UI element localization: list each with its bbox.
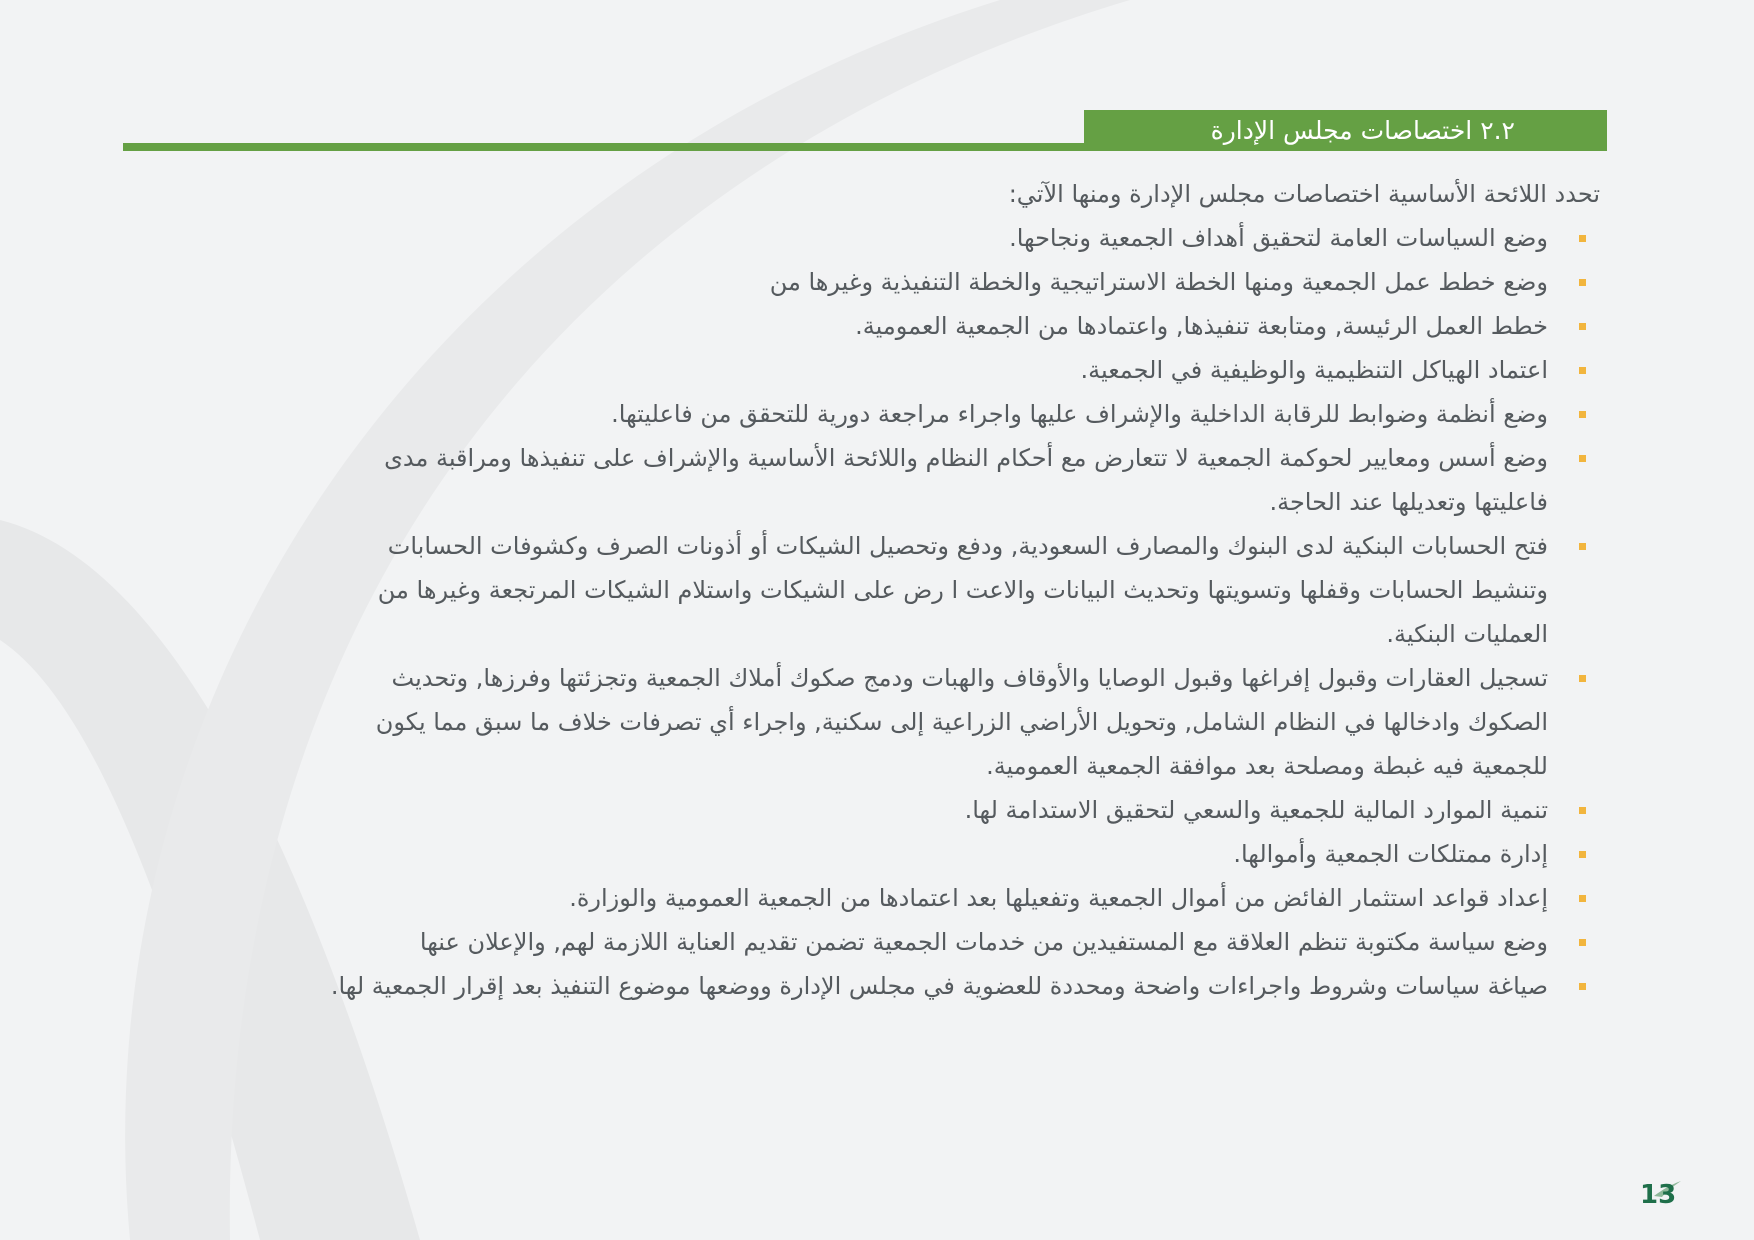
- list-item-text: وضع خطط عمل الجمعية ومنها الخطة الاستراتيجية والخطة التنفيذية وغيرها من: [769, 268, 1548, 296]
- responsibilities-list: [94, 216, 1604, 1008]
- list-item: [94, 920, 1604, 964]
- list-item: [94, 832, 1604, 876]
- list-item-text: وضع أنظمة وضوابط للرقابة الداخلية والإشراف عليها واجراء مراجعة دورية للتحقق من فاعليتها.: [611, 400, 1548, 428]
- list-item-text: إدارة ممتلكات الجمعية وأموالها.: [1233, 840, 1548, 868]
- section-heading: ٢.٢ اختصاصات مجلس الإدارة: [1084, 110, 1607, 151]
- page-number: 13: [1640, 1180, 1677, 1210]
- list-item-text: وضع سياسة مكتوبة تنظم العلاقة مع المستفيدين من خدمات الجمعية تضمن تقديم العناية اللازمة لهم, والإعلان عنها: [419, 928, 1548, 956]
- bullet-square-icon: [1579, 279, 1586, 286]
- list-item: [94, 524, 1604, 656]
- bullet-square-icon: [1579, 851, 1586, 858]
- list-item: [94, 216, 1604, 260]
- list-item-text-line: للجمعية فيه غبطة ومصلحة بعد موافقة الجمعية العمومية.: [986, 752, 1548, 780]
- list-item-text-line: وضع أسس ومعايير لحوكمة الجمعية لا تتعارض مع أحكام النظام واللائحة الأساسية والإشراف على تنفيذها ومراقبة مدى: [384, 444, 1548, 472]
- list-item-text-line: وتنشيط الحسابات وقفلها وتسويتها وتحديث البيانات والاعت ا رض على الشيكات واستلام الشيكات المرتجعة وغيرها من: [377, 576, 1548, 604]
- list-item-text-line: الصكوك وادخالها في النظام الشامل, وتحويل الأراضي الزراعية إلى سكنية, واجراء أي تصرفات خلاف ما سبق مما يكون: [375, 708, 1548, 736]
- list-item: [94, 788, 1604, 832]
- list-item: [94, 876, 1604, 920]
- bullet-square-icon: [1579, 675, 1586, 682]
- bullet-square-icon: [1579, 323, 1586, 330]
- bullet-square-icon: [1579, 411, 1586, 418]
- bullet-square-icon: [1579, 235, 1586, 242]
- list-item-text: اعتماد الهياكل التنظيمية والوظيفية في الجمعية.: [1080, 356, 1548, 384]
- bullet-square-icon: [1579, 807, 1586, 814]
- list-item-text-line: فاعليتها وتعديلها عند الحاجة.: [1269, 488, 1548, 516]
- list-item-text-line: العمليات البنكية.: [1386, 620, 1548, 648]
- intro-paragraph: تحدد اللائحة الأساسية اختصاصات مجلس الإدارة ومنها الآتي:: [1008, 180, 1600, 208]
- bullet-square-icon: [1579, 367, 1586, 374]
- section-body: [94, 172, 1604, 1008]
- list-item-text: إعداد قواعد استثمار الفائض من أموال الجمعية وتفعيلها بعد اعتمادها من الجمعية العمومية والوزارة.: [569, 884, 1548, 912]
- list-item-text: خطط العمل الرئيسة, ومتابعة تنفيذها, واعتمادها من الجمعية العمومية.: [855, 312, 1548, 340]
- bullet-square-icon: [1579, 895, 1586, 902]
- list-item: [94, 260, 1604, 304]
- list-item-text: تنمية الموارد المالية للجمعية والسعي لتحقيق الاستدامة لها.: [964, 796, 1548, 824]
- list-item-text-line: تسجيل العقارات وقبول إفراغها وقبول الوصايا والأوقاف والهبات ودمج صكوك أملاك الجمعية وتجزئتها وفرزها, وتحديث: [391, 664, 1548, 692]
- list-item: [94, 656, 1604, 788]
- list-item: [94, 304, 1604, 348]
- list-item: [94, 348, 1604, 392]
- bullet-square-icon: [1579, 543, 1586, 550]
- list-item-text: وضع السياسات العامة لتحقيق أهداف الجمعية ونجاحها.: [1009, 224, 1548, 252]
- list-item: [94, 964, 1604, 1008]
- list-item-text-line: فتح الحسابات البنكية لدى البنوك والمصارف السعودية, ودفع وتحصيل الشيكات أو أذونات الصرف وكشوفات الحسابات: [387, 532, 1548, 560]
- bullet-square-icon: [1579, 939, 1586, 946]
- list-item-text: صياغة سياسات وشروط واجراءات واضحة ومحددة للعضوية في مجلس الإدارة ووضعها موضوع التنفيذ بعد إقرار الجمعية لها.: [330, 972, 1548, 1000]
- bullet-square-icon: [1579, 455, 1586, 462]
- list-item: [94, 436, 1604, 524]
- list-item: [94, 392, 1604, 436]
- bullet-square-icon: [1579, 983, 1586, 990]
